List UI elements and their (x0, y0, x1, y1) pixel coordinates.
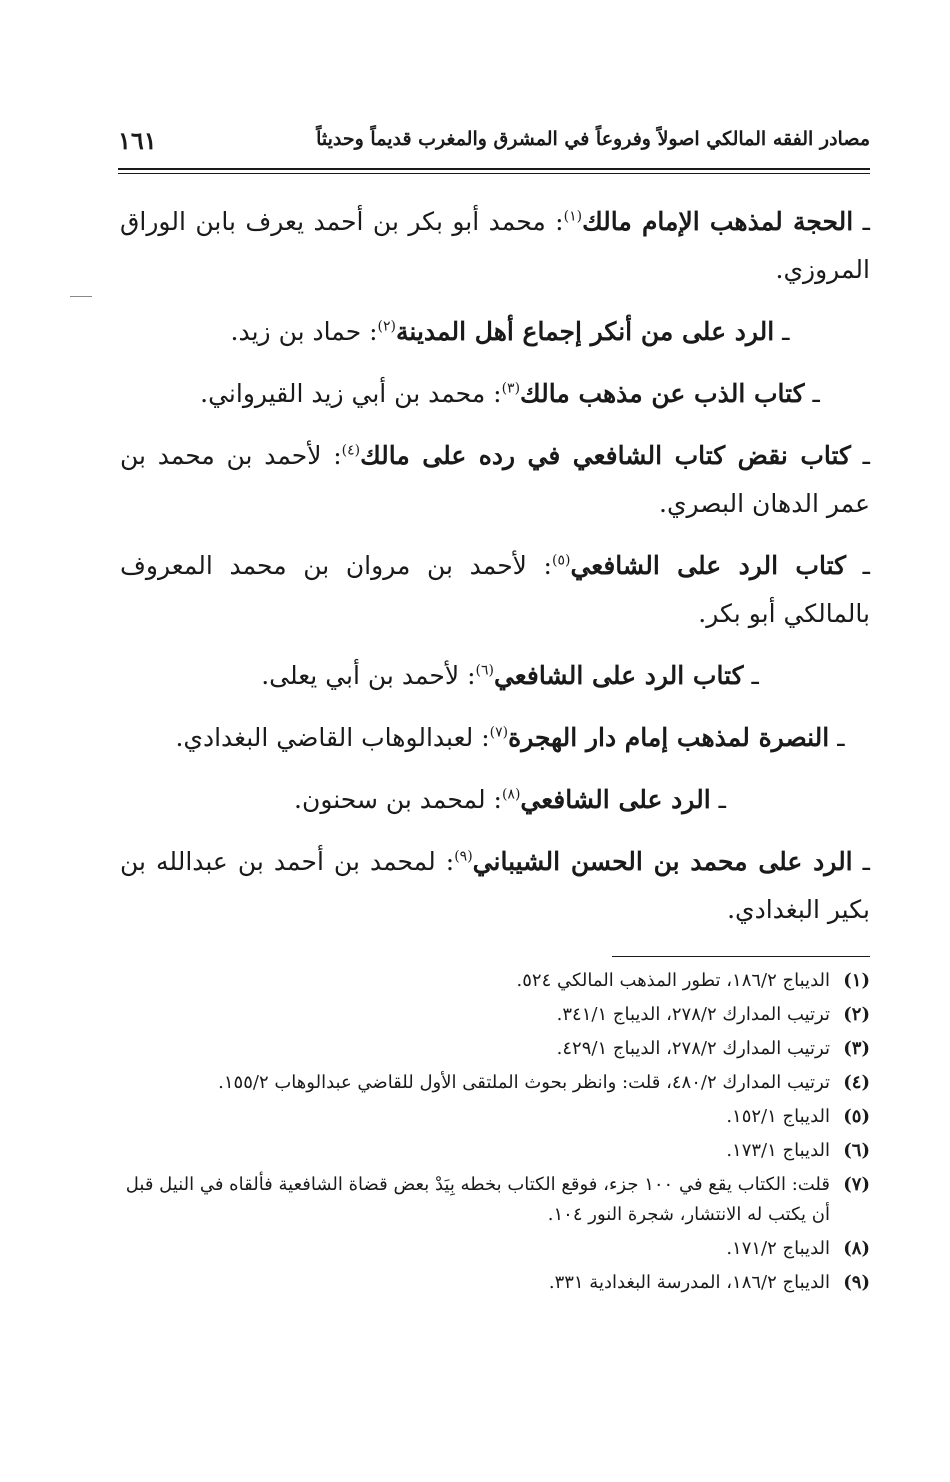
footnote-text: قلت: الكتاب يقع في ١٠٠ جزء، فوقع الكتاب بخطه بِيَدْ بعض قضاة الشافعية فألقاه في النيل قبل أن يكتب له الانتشار، شجرة النور ١٠٤. (125, 1174, 830, 1225)
footnote (120, 1000, 870, 1030)
list-item: ـ كتاب الرد على الشافعي$^{(٦)}$: لأحمد بن أبي يعلى. (261, 661, 759, 690)
footnote (120, 1068, 870, 1098)
footnote-text: الديباج ١٥٢/١. (726, 1106, 830, 1127)
footnote-number: (٣) (843, 1038, 870, 1059)
book-list (120, 198, 870, 948)
footnote-number: (٩) (843, 1272, 870, 1293)
book-title: كتاب الرد على الشافعي (570, 551, 847, 580)
page-number: ١٦١ (118, 126, 157, 155)
book-title: الرد على من أنكر إجماع أهل المدينة (396, 317, 775, 346)
running-header (118, 128, 870, 162)
book-title: كتاب الذب عن مذهب مالك (520, 379, 805, 408)
footnote-number: (١) (843, 970, 870, 991)
footnote (120, 1102, 870, 1132)
running-title: مصادر الفقه المالكي اصولاً وفروعاً في المشرق والمغرب قديماً وحديثاً (316, 128, 870, 150)
footnote-ref: (٣) (501, 380, 521, 397)
book-title: الرد على محمد بن الحسن الشيباني (472, 847, 853, 876)
footnote-ref: (٩) (454, 848, 473, 865)
footnote-text: ترتيب المدارك ٢٧٨/٢، الديباج ٤٢٩/١. (556, 1038, 830, 1059)
footnote-number: (٥) (843, 1106, 870, 1127)
footnote (120, 966, 870, 996)
author-text: : لأحمد بن مروان بن محمد المعروف بالمالكي أبو بكر. (120, 551, 870, 628)
author-text: : محمد بن أبي زيد القيرواني. (200, 379, 502, 408)
list-item: ـ الرد على من أنكر إجماع أهل المدينة$^{(٢)}$: حماد بن زيد. (230, 317, 790, 346)
footnote-number: (٤) (843, 1072, 870, 1093)
footnote-text: الديباج ١٨٦/٢، تطور المذهب المالكي ٥٢٤. (516, 970, 830, 991)
header-rule (118, 168, 870, 170)
footnote-text: الديباج ١٧٣/١. (726, 1140, 830, 1161)
footnote (120, 1034, 870, 1064)
footnote-number: (٧) (843, 1174, 870, 1195)
list-item: ـ كتاب نقض كتاب الشافعي في رده على مالك$^{(٤)}$: لأحمد بن محمد بن عمر الدهان البصري. (120, 441, 870, 518)
footnote-ref: (١) (563, 208, 583, 225)
book-title: النصرة لمذهب إمام دار الهجرة (508, 723, 830, 752)
list-item: ـ النصرة لمذهب إمام دار الهجرة$^{(٧)}$: لعبدالوهاب القاضي البغدادي. (175, 723, 845, 752)
footnote (120, 1234, 870, 1264)
footnote-text: الديباج ١٧١/٢. (726, 1238, 830, 1259)
list-item: ـ الرد على الشافعي$^{(٨)}$: لمحمد بن سحنون. (294, 785, 726, 814)
footnote (120, 1268, 870, 1298)
author-text: : لمحمد بن أحمد بن عبدالله بن بكير البغدادي. (120, 847, 870, 924)
footnote-text: ترتيب المدارك ٤٨٠/٢، قلت: وانظر بحوث الملتقى الأول للقاضي عبدالوهاب ١٥٥/٢. (218, 1072, 830, 1093)
footnote-text: الديباج ١٨٦/٢، المدرسة البغدادية ٣٣١. (548, 1272, 830, 1293)
footnote (120, 1136, 870, 1166)
footnote-separator (612, 956, 870, 957)
footnote-ref: (٦) (475, 662, 494, 679)
book-title: الرد على الشافعي (520, 785, 711, 814)
author-text: : حماد بن زيد. (230, 317, 378, 346)
author-text: : محمد أبو بكر بن أحمد يعرف بابن الوراق المروزي. (120, 207, 870, 284)
footnote-ref: (٥) (551, 552, 571, 569)
footnote-number: (٨) (843, 1238, 870, 1259)
footnote-ref: (٨) (501, 786, 521, 803)
margin-mark (70, 296, 92, 297)
book-title: كتاب نقض كتاب الشافعي في رده على مالك (360, 441, 851, 470)
list-item: ـ كتاب الرد على الشافعي$^{(٥)}$: لأحمد بن مروان بن محمد المعروف بالمالكي أبو بكر. (120, 551, 870, 628)
list-item: ـ الرد على محمد بن الحسن الشيباني$^{(٩)}$: لمحمد بن أحمد بن عبدالله بن بكير البغدادي. (120, 847, 871, 924)
author-text: : لمحمد بن سحنون. (294, 785, 502, 814)
footnote-number: (٢) (843, 1004, 870, 1025)
footnote-ref: (٧) (489, 724, 509, 741)
author-text: : لعبدالوهاب القاضي البغدادي. (175, 723, 490, 752)
footnotes (120, 966, 870, 1302)
footnote (120, 1170, 870, 1230)
footnote-ref: (٢) (377, 318, 397, 335)
header-rule-double (118, 173, 870, 174)
author-text: : لأحمد بن محمد بن عمر الدهان البصري. (120, 441, 870, 518)
book-title: الحجة لمذهب الإمام مالك (582, 207, 854, 236)
footnote-text: ترتيب المدارك ٢٧٨/٢، الديباج ٣٤١/١. (556, 1004, 830, 1025)
list-item: ـ كتاب الذب عن مذهب مالك$^{(٣)}$: محمد بن أبي زيد القيرواني. (200, 379, 820, 408)
footnote-number: (٦) (843, 1140, 870, 1161)
footnote-ref: (٤) (341, 442, 361, 459)
book-title: كتاب الرد على الشافعي (493, 661, 744, 690)
list-item: ـ الحجة لمذهب الإمام مالك$^{(١)}$: محمد أبو بكر بن أحمد يعرف بابن الوراق المروزي. (120, 207, 870, 284)
author-text: : لأحمد بن أبي يعلى. (261, 661, 476, 690)
